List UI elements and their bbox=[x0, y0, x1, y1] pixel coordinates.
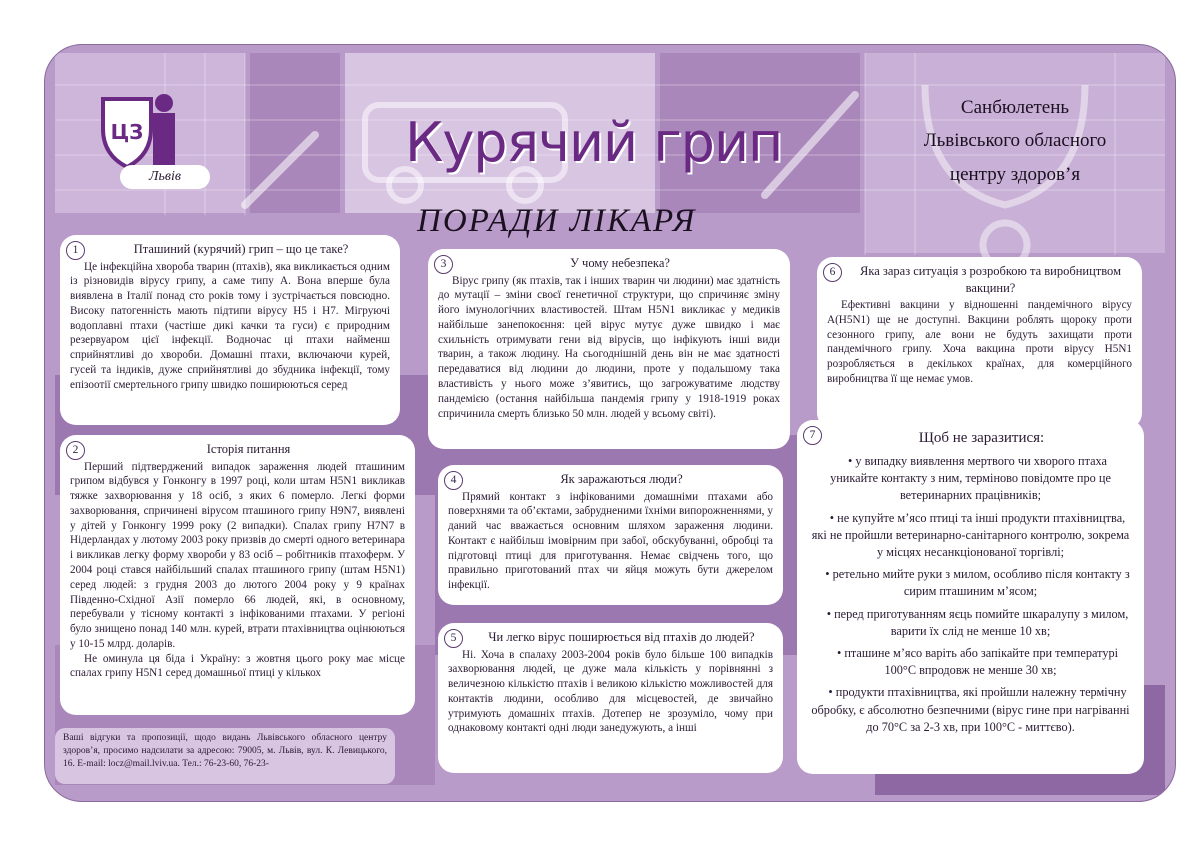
section-number: 5 bbox=[444, 629, 463, 648]
section-title: Як заражаються люди? bbox=[560, 472, 683, 486]
section-title: Історія питання bbox=[206, 442, 291, 456]
list-item: • у випадку виявлення мертвого чи хворого птаха уникайте контакту з ним, терміново повідомте про це ветеринарних працівників; bbox=[830, 454, 1111, 503]
publisher-block bbox=[875, 91, 1155, 191]
section-text: Не оминула ця біда і Україну: з жовтня цього року має місце спалах грипу H5N1 серед домашньої птиці у кількох bbox=[70, 652, 405, 680]
svg-text:ЦЗ: ЦЗ bbox=[110, 120, 144, 144]
section-number: 3 bbox=[434, 255, 453, 274]
section-1 bbox=[60, 235, 400, 425]
list-item: • продукти птахівництва, які пройшли належну термічну обробку, є абсолютно безпечними (вірус гине при нагріванні до 70°С за 2-3 хв, при 100°С - миттєво). bbox=[811, 685, 1130, 734]
section-title: Чи легко вірус поширюється від птахів до людей? bbox=[488, 630, 755, 644]
section-text: Вірус грипу (як птахів, так і інших тварин чи людини) має здатність до мутації – зміни своєї генетичної структури, що спричиняє зміну його імунологічних властивостей. Штам H5N1 викликає у медиків найбільше занепокоєння: цей вірус мутує дуже швидко і має схильність отримувати гени від вірусів, що інфікують інші види тварин, а також людину. На сьогоднішній день він не має здатності передаватися від людини до людини, проте у подальшому така властивість у нього може з’явитись, що загрожуватиме людству пандемією (остання найбільша пандемія грипу у 1918-1919 роках спричинила смерть близько 50 млн. людей у всьому світі). bbox=[438, 274, 780, 420]
section-number: 4 bbox=[444, 471, 463, 490]
section-5 bbox=[438, 623, 783, 773]
footer-text: Ваші відгуки та пропозиції, щодо видань Львівського обласного центру здоров’я, просимо надсилати за адресою: 79005, м. Львів, вул. К. Левицького, 16. E-mail: locz@mail.lviv.ua. Тел.: 76-23-60, 76-23- bbox=[63, 733, 387, 769]
section-title: Яка зараз ситуація з розробкою та виробництвом вакцини? bbox=[860, 264, 1121, 295]
section-7 bbox=[797, 420, 1144, 774]
section-title: Пташиний (курячий) грип – що це таке? bbox=[133, 242, 349, 256]
section-2 bbox=[60, 435, 415, 715]
list-item: • не купуйте м’ясо птиці та інші продукти птахівництва, які не пройшли ветеринарно-санітарного контролю, зокрема у місцях несанкціонованої торгівлі; bbox=[811, 510, 1130, 560]
publisher-line: Санбюлетень bbox=[960, 97, 1070, 118]
poster-frame bbox=[44, 44, 1176, 802]
footer-contacts bbox=[55, 728, 395, 784]
section-text: Ефективні вакцини у відношенні пандемічного вірусу A(H5N1) ще не доступні. Вакцини роблять щороку проти сезонного грипу, але вони не будуть захищати проти пандемічного грипу. Хоча вакцина проти вірусу H5N1 розробляється в декількох країнах, для комерційного виробництва її ще немає умов. bbox=[827, 299, 1132, 385]
section-text: Ні. Хоча в спалаху 2003-2004 років було більше 100 випадків захворювання людей, це дуже мала кількість у порівнянні з величезною кількістю птахів і великою кількістю можливостей для контактів людини, особливо для місцевостей, де звичайно утримують домашніх птахів. Дотепер не зрозуміло, чому при однаковому контакті одні люди занедужують, а інші bbox=[448, 648, 773, 735]
section-title: Щоб не заразитися: bbox=[918, 430, 1045, 446]
page-subtitle: ПОРАДИ ЛІКАРЯ bbox=[417, 203, 697, 239]
publisher-line: Львівського обласного bbox=[923, 130, 1107, 152]
list-item: • ретельно мийте руки з милом, особливо після контакту з сирим пташиним м’ясом; bbox=[825, 567, 1130, 599]
section-3 bbox=[428, 249, 790, 449]
section-4 bbox=[438, 465, 783, 605]
logo-city-label bbox=[120, 165, 210, 189]
section-text: Це інфекційна хвороба тварин (птахів), яка викликається одним із різновидів вірусу грипу, а саме типу А. Вона вперше була виявлена в Італії понад сто років тому і зустрічається повсюдно. Високу патогенність мають підтипи вірусу Н5 і Н7. Мігруючі водоплавні птахи (частіше дикі качки та гуси) є природним резервуаром цієї інфекції. Водночас ці птахи найменш сприйнятливі до хвороби. Домашні птахи, включаючи курей, гусей та індиків, дуже сприйнятливі до збудника інфекції, тому епізоотії смертельного грипу швидко поширюються серед bbox=[70, 260, 390, 391]
section-text: Прямий контакт з інфікованими домашніми птахами або поверхнями та об’єктами, забрудненими їхніми випорожненнями, у даний час вважається основним шляхом зараження людини. Контакт є найбільш імовірним при забої, обскубуванні, обробці та підготовці птиці для приготування. Немає свідчень того, що правильно приготований птах чи яйця можуть бути джерелом інфекції. bbox=[448, 490, 773, 592]
section-number: 7 bbox=[803, 426, 822, 445]
page-title: Курячий грип bbox=[405, 111, 783, 174]
logo-emblem bbox=[95, 93, 190, 173]
logo-city-text: Львів bbox=[149, 169, 181, 184]
section-number: 6 bbox=[823, 263, 842, 282]
section-title: У чому небезпека? bbox=[570, 256, 670, 270]
publisher-line: центру здоров’я bbox=[949, 163, 1081, 185]
list-item: • перед приготуванням яєць помийте шкаралупу з милом, варити їх слід не менше 10 хв; bbox=[826, 606, 1129, 638]
section-6 bbox=[817, 257, 1142, 429]
list-item: • пташине м’ясо варіть або запікайте при температурі 100°С впродовж не менше 30 хв; bbox=[836, 646, 1119, 678]
section-number: 1 bbox=[66, 241, 85, 260]
section-text: Перший підтверджений випадок зараження людей пташиним грипом відбувся у Гонконгу в 1997 році, коли штам H5N1 викликав тяжке захворювання у 18 осіб, з яких 6 померло. Легкі форми захворювання, спричинені вірусом пташиного грипу H9N7, виявлені у дітей у Гонконгу 1999 року (2 випадки). Спалах грипу Н7N7 в Нідерландах у лютому 2003 року призвів до смерті одного ветеринара і викликав легку форму хвороби у 83 осіб – робітників птахоферм. У 2004 році стався найбільший спалах пташиного грипу (штам H5N1) серед людей: з грудня 2003 до лютого 2004 року у 9 країнах Південно-Східної Азії померло 66 людей, які, в основному, перебували у тісному контакті з інфікованими птахами. У регіоні було знищено понад 140 млн. курей, втрати птахівництва оцінюються у 10-15 млрд. доларів. bbox=[70, 460, 405, 650]
section-number: 2 bbox=[66, 441, 85, 460]
